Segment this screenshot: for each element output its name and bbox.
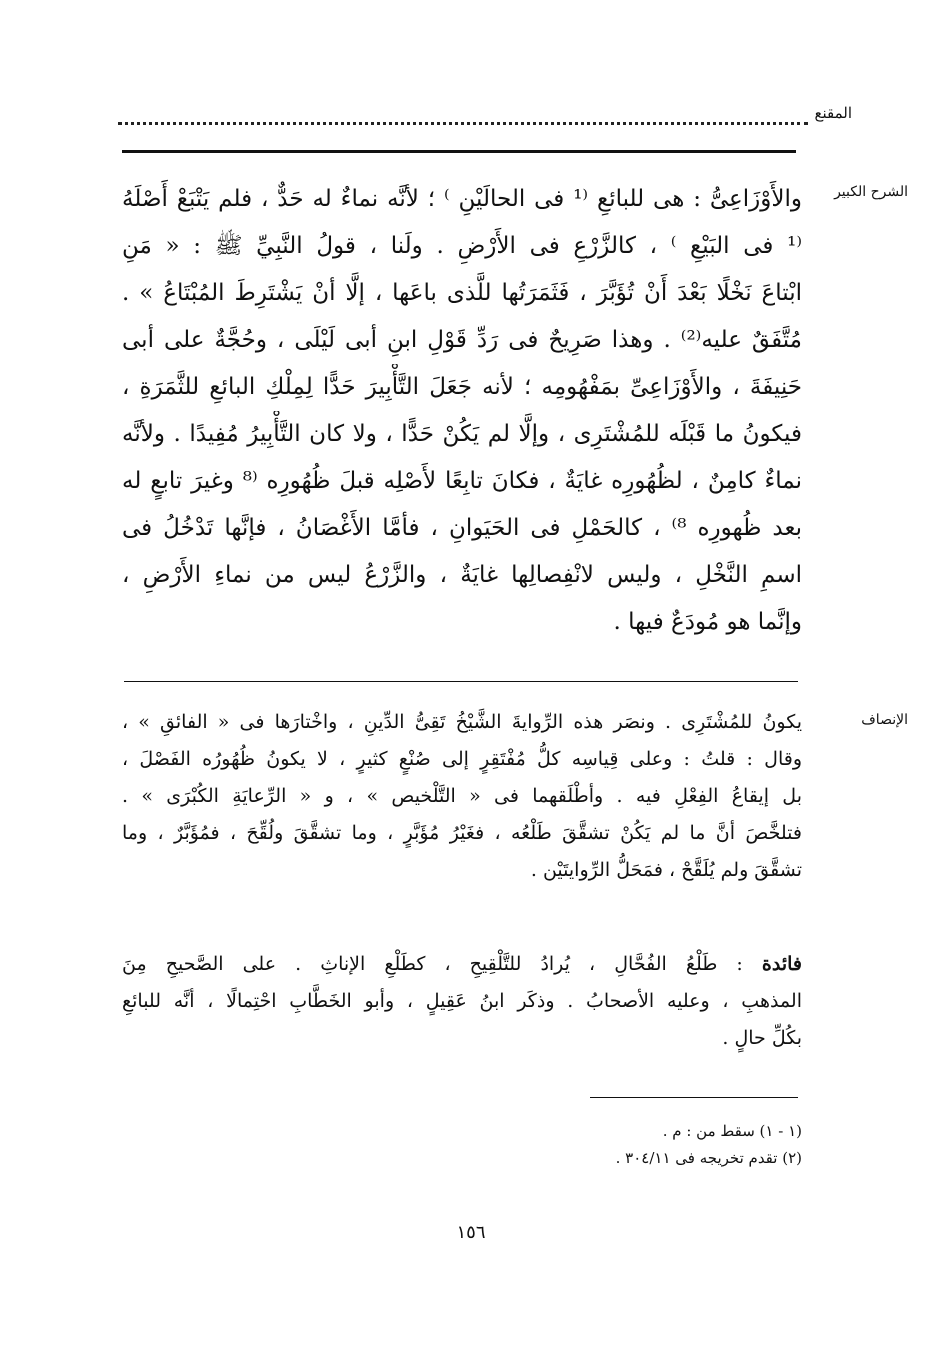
fawaid-text-block [122,946,802,1057]
insaf-line: وقال : قلتُ : وعلى قِياسِه كلُّ مُفْتَقِرٍ إلى صُنْعٍ كثيرٍ ، لا يكونُ ظُهُورُه الفَصْلَ ، [122,748,802,770]
sharh-line: فيكونُ ما قَبْلَه للمُشْتَرِى ، وإلَّا لم يَكُنْ حَدًّا ، ولا كان التَّأْبِيرُ مُفِيدًا . ولأنَّه [122,421,802,447]
page-number: ١٥٦ [456,1222,486,1243]
sharh-line: ⁽¹ فى البَيْعِ ⁾ ، كالزَّرْعِ فى الأَرْضِ . ولَنا ، قولُ النَّبِيِّ ﷺ : « مَنِ [122,233,802,259]
insaf-text-block [122,704,802,889]
sharh-line: مُتَّفَقٌ عليه⁽²⁾ . وهذا صَرِيحٌ فى رَدِّ قَوْلِ ابنِ أبى لَيْلَى ، وحُجَّةٌ على أبى [122,327,802,353]
fawaid-line [122,946,802,983]
insaf-line: فتلخَّصَ أنَّ ما لم يَكُنْ تشقَّقَ طَلْعُه ، فغَيْرُ مُؤَبَّرٍ ، وما تشقَّقَ ولُقِّحَ ، فمُؤَبَّرٌ ، وما [122,822,802,844]
sharh-line: وإنَّما هو مُودَعٌ فيها . [613,609,802,635]
fawaid-line: المذهبِ ، وعليه الأصحابُ . وذكَر ابنُ عَقِيلٍ ، وأبو الخَطَّابِ احْتِمالًا ، أنَّه للبائعِ [122,990,802,1012]
sharh-text-block [122,176,802,646]
footnote: (١ - ١) سقط من : م . [662,1122,802,1140]
insaf-line: يكونُ للمُشْتَرِى . ونصَر هذه الرِّوايةَ الشَّيْخُ تَقِىُّ الدِّينِ ، واخْتارَها فى « الفائقِ » ، [122,711,802,733]
fawaid-line: بكُلِّ حالٍ . [722,1027,802,1049]
insaf-line: بل إيقاعُ الفِعْلِ فيه . وأطْلَقهما فى « التَّلْخيص » ، و « الرِّعايَةِ الكُبْرَى » . [122,785,802,807]
section-label-insaf: الإنصاف [861,712,908,728]
sharh-line: حَنِيفَةَ ، والأَوْزَاعِىِّ بمَفْهُومِه ؛ لأنه جَعَلَ التَّأْبِيرَ حَدًّا لِمِلْكِ البائعِ للثَّمَرَةِ ، [122,374,802,400]
sharh-line: ابْتاعَ نَخْلًا بَعْدَ أَنْ تُؤَبَّرَ ، فَثَمَرَتُها للَّذى باعَها ، إلَّا أنْ يَشْتَرِطَ المُبْتَاعُ » . [122,280,802,306]
section-label-sharh: الشرح الكبير [834,184,908,200]
fawaid-line-text: : طَلْعُ الفُحَّالِ ، يُرادُ للتَّلْقِيحِ ، كطَلْعِ الإناثِ . على الصَّحيحِ مِنَ [122,953,743,975]
insaf-line: تشقَّقَ ولم يُلَقَّحْ ، فمَحَلُّ الرِّوايتَيْن . [530,859,802,881]
sharh-line: اسمِ النَّخْلِ ، وليس لانْفِصالِها غايَةٌ ، والزَّرْعُ ليس من نماءِ الأَرْضِ ، [122,562,802,588]
sharh-line: والأَوْزَاعِىُّ : هى للبائعِ ⁽¹ فى الحالَيْنِ ⁾ ؛ لأنَّه نماءٌ له حَدٌّ ، فلم يَتْبَعْ أَصْلَهُ [122,186,802,212]
footnote: (٢) تقدم تخريجه فى ٣٠٤/١١ . [615,1149,802,1167]
header-dotted-leader [118,112,808,125]
section-divider-rule [124,681,798,682]
fawaid-label: فائدة [761,953,802,975]
sharh-line: بعد ظُهورِه ⁸⁾ ، كالحَمْلِ فى الحَيَوانِ ، فأمَّا الأَغْصَانُ ، فإنَّها تَدْخُلُ فى [122,515,802,541]
sharh-line: نماءٌ كامِنٌ ، لظُهُورِه غايَةٌ ، فكانَ تابِعًا لأَصْلِه قبلَ ظُهُورِه ⁽⁸ وغيرَ تابعٍ له [122,468,802,494]
running-header-title: المقنع [814,104,852,122]
footnotes [142,1118,802,1172]
footnote-separator [590,1097,798,1098]
header-rule [122,150,796,153]
